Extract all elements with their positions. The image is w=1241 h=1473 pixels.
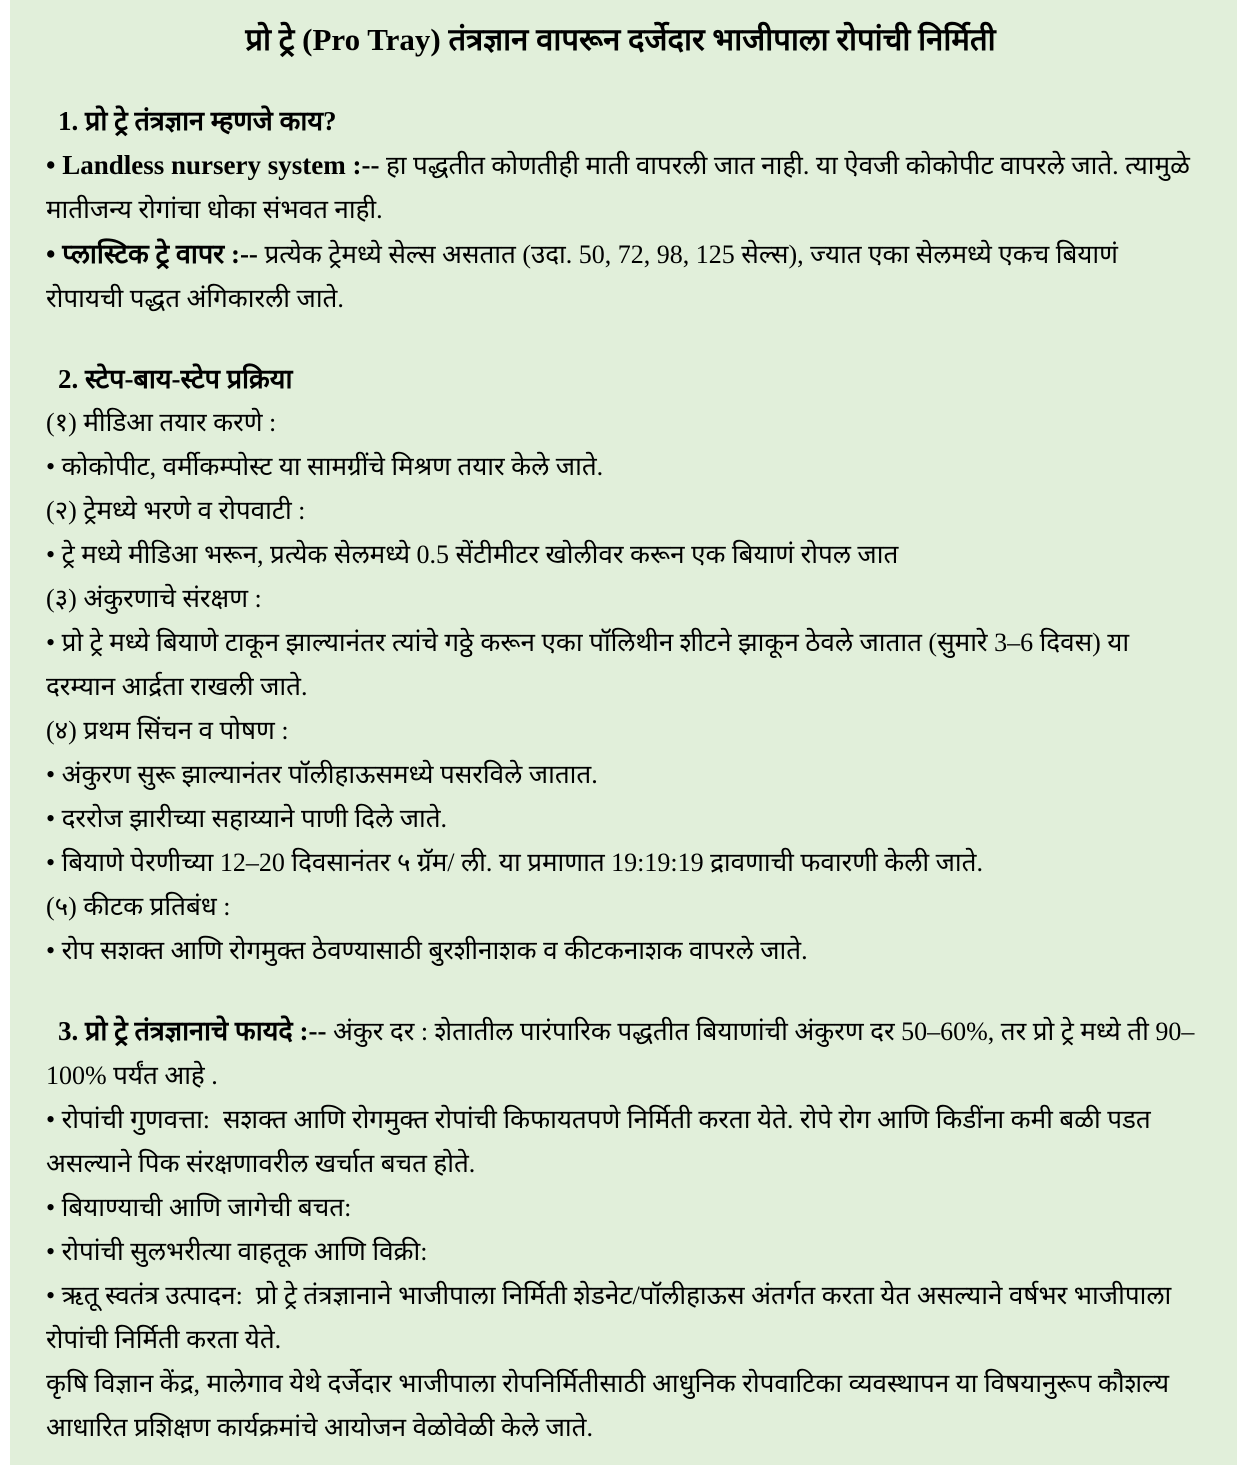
bullet-item-germination-cover [46,621,1195,709]
step-label-2 [46,489,1195,533]
bullet-item-seedling-quality [46,1098,1195,1186]
step-label-5 [46,885,1195,929]
section-1-heading: 1. प्रो ट्रे तंत्रज्ञान म्हणजे काय? [58,105,337,136]
document-page [10,0,1237,1465]
bullet-item-fertilizer-spray [46,841,1195,885]
step-text: (१) मीडिआ तयार करणे : [46,407,277,437]
document-title: प्रो ट्रे (Pro Tray) तंत्रज्ञान वापरून दर्जेदार भाजीपाला रोपांची निर्मिती [245,22,996,57]
section-3-heading-bold: 3. प्रो ट्रे तंत्रज्ञानाचे फायदे :-- [58,1015,327,1046]
benefits-heading-paragraph [46,1009,1195,1098]
bullet-text: • अंकुरण सुरू झाल्यानंतर पॉलीहाऊसमध्ये पसरविले जातात. [46,759,598,789]
bullet-text: • बियाण्याची आणि जागेची बचत: [46,1192,352,1222]
section-what-is-pro-tray [46,99,1195,321]
bullet-item-easy-transport [46,1230,1195,1274]
bullet-text: • रोप सशक्त आणि रोगमुक्त ठेवण्यासाठी बुरशीनाशक व कीटकनाशक वापरले जाते. [46,935,808,965]
bullet-text: • प्रो ट्रे मध्ये बियाणे टाकून झाल्यानंतर त्यांचे गठ्ठे करून एका पॉलिथीन शीटने झाकून ठेवले जातात (सुमारे 3–6 दिवस) या दरम्यान आर्द्रता राखली जाते. [46,627,1136,701]
step-text: (५) कीटक प्रतिबंध : [46,891,231,921]
section-step-by-step [46,357,1195,973]
bullet-item-media-mix [46,445,1195,489]
step-label-3 [46,577,1195,621]
bullet-item-pest-control [46,929,1195,973]
bullet-item-plastic-tray [46,232,1195,321]
section-benefits [46,1009,1195,1450]
benefits-text: अंकुर दर : शेतातील पारंपारिक पद्धतीत बियाणांची अंकुरण दर 50–60%, तर प्रो ट्रे मध्ये ती 90–100% पर्यंत आहे . [46,1016,1195,1090]
step-text: (३) अंकुरणाचे संरक्षण : [46,583,262,613]
bullet-text: • बियाणे पेरणीच्या 12–20 दिवसानंतर ५ ग्रॅम/ ली. या प्रमाणात 19:19:19 द्रावणाची फवारणी केली जाते. [46,847,983,877]
bullet-text: • रोपांची सुलभरीत्या वाहतूक आणि विक्री: [46,1236,428,1266]
bullet-lead-bold: • प्लास्टिक ट्रे वापर :-- [46,238,258,269]
bullet-item-tray-filling [46,533,1195,577]
bullet-item-seed-space-saving [46,1186,1195,1230]
step-label-1 [46,401,1195,445]
bullet-text: हा पद्धतीत कोणतीही माती वापरली जात नाही. या ऐवजी कोकोपीट वापरले जाते. त्यामुळे मातीजन्य रोगांचा धोका संभवत नाही. [46,150,1197,224]
bullet-item-landless-nursery [46,143,1195,232]
step-text: (२) ट्रेमध्ये भरणे व रोपवाटी : [46,495,306,525]
bullet-text: • दररोज झारीच्या सहाय्याने पाणी दिले जाते. [46,803,448,833]
step-text: (४) प्रथम सिंचन व पोषण : [46,715,289,745]
bullet-text: • ट्रे मध्ये मीडिआ भरून, प्रत्येक सेलमध्ये 0.5 सेंटीमीटर खोलीवर करून एक बियाणं रोपल जात [46,539,899,569]
bullet-text: • ऋतू स्वतंत्र उत्पादन: प्रो ट्रे तंत्रज्ञानाने भाजीपाला निर्मिती शेडनेट/पॉलीहाऊस अंतर्गत करता येत असल्याने वर्षभर भाजीपाला रोपांची निर्मिती करता येते. [46,1280,1178,1354]
closing-text: कृषि विज्ञान केंद्र, मालेगाव येथे दर्जेदार भाजीपाला रोपनिर्मितीसाठी आधुनिक रोपवाटिका व्यवस्थापन या विषयानुरूप कौशल्य आधारित प्रशिक्षण कार्यक्रमांचे आयोजन वेळोवेळी केले जाते. [46,1368,1176,1442]
bullet-text: • कोकोपीट, वर्मीकम्पोस्ट या सामग्रींचे मिश्रण तयार केले जाते. [46,451,604,481]
step-label-4 [46,709,1195,753]
bullet-item-season-independent [46,1274,1195,1362]
bullet-text: प्रत्येक ट्रेमध्ये सेल्स असतात (उदा. 50, 72, 98, 125 सेल्स), ज्यात एका सेलमध्ये एकच बियाणं रोपायची पद्धत अंगिकारली जाते. [46,239,1125,313]
bullet-item-daily-watering [46,797,1195,841]
bullet-text: • रोपांची गुणवत्ता: सशक्त आणि रोगमुक्त रोपांची किफायतपणे निर्मिती करता येते. रोपे रोग आणि किडींना कमी बळी पडत असल्याने पिक संरक्षणावरील खर्चात बचत होते. [46,1104,1158,1178]
section-2-heading: 2. स्टेप-बाय-स्टेप प्रक्रिया [58,363,293,394]
closing-paragraph-kvk-malegaon [46,1362,1195,1450]
bullet-item-polyhouse-spread [46,753,1195,797]
bullet-lead-bold: • Landless nursery system :-- [46,149,380,180]
